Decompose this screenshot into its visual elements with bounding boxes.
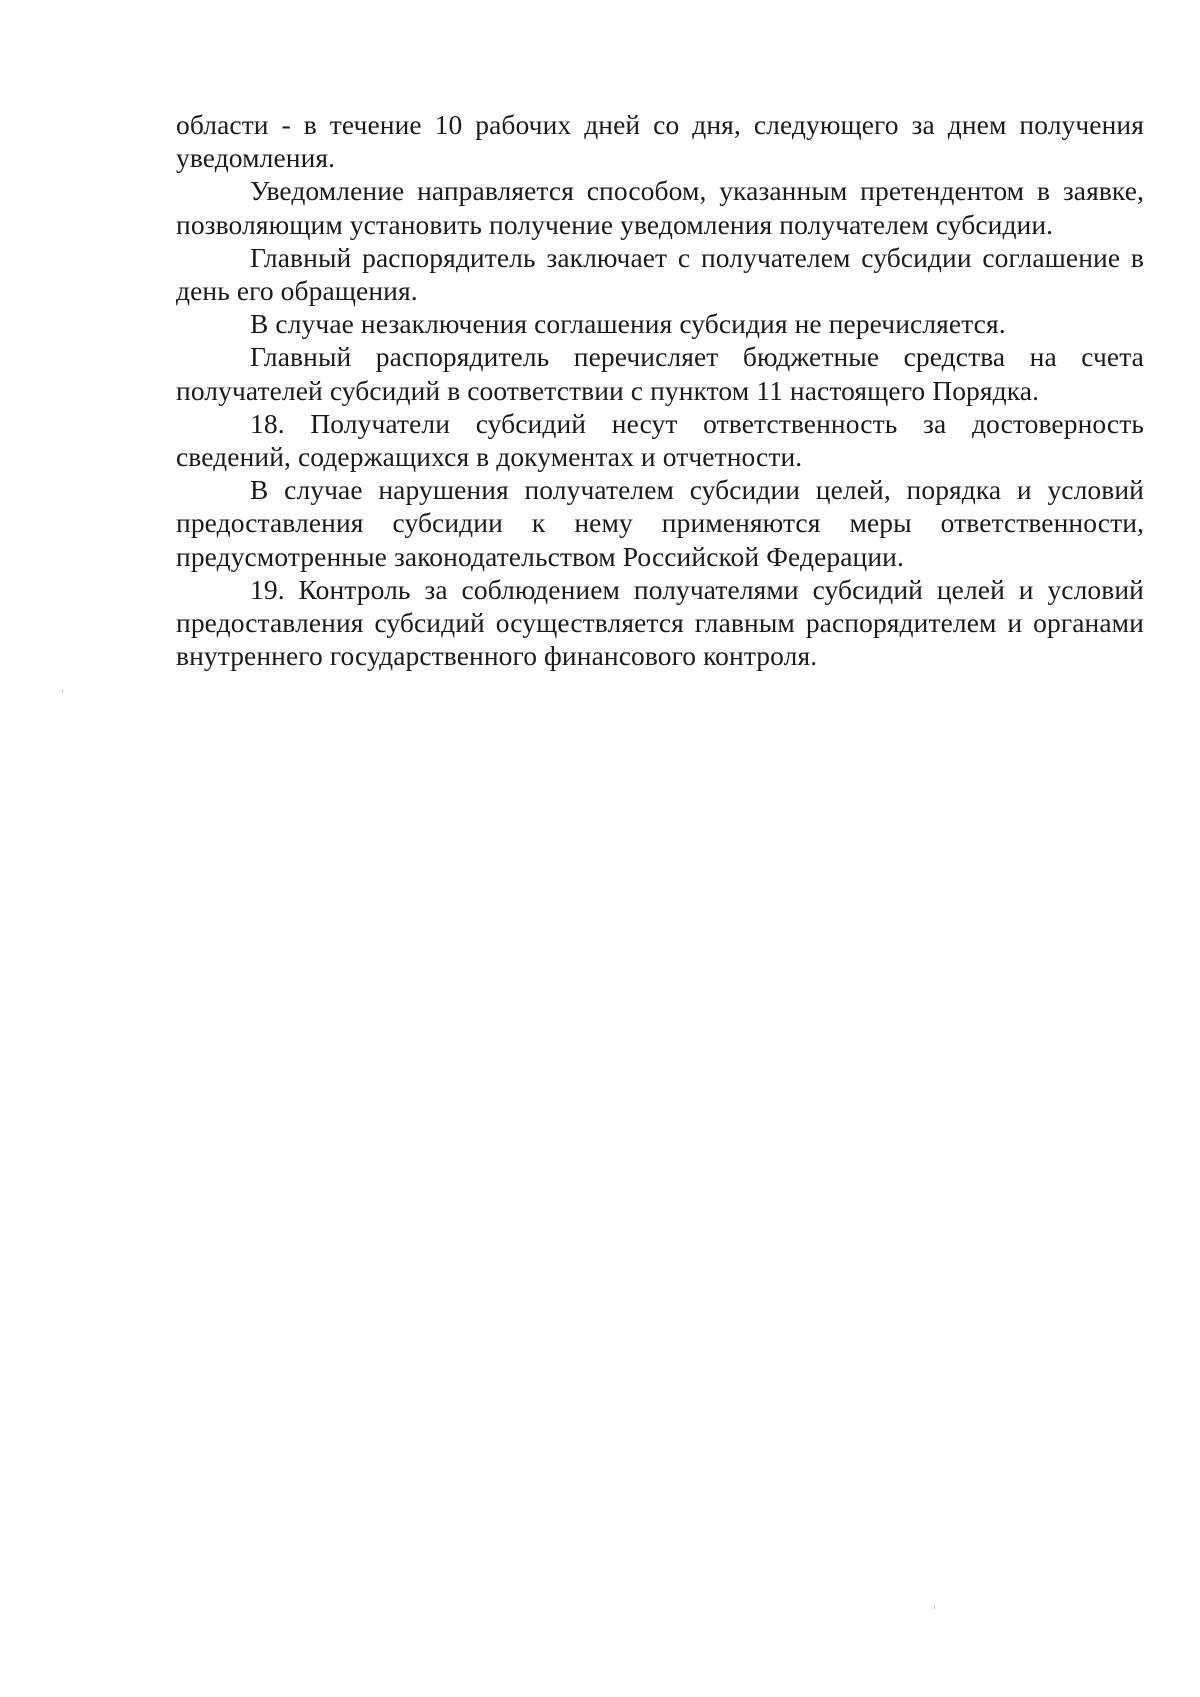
document-body (176, 108, 1144, 672)
paragraph-agreement: Главный распорядитель заключает с получателем субсидии соглашение в день его обращения. (176, 241, 1144, 307)
paragraph-liability: В случае нарушения получателем субсидии целей, порядка и условий предоставления субсидии к нему применяются меры ответственности, предусмотренные законодательством Российской Федерации. (176, 474, 1144, 572)
paragraph-continuation: области - в течение 10 рабочих дней со дня, следующего за днем получения уведомления. (176, 109, 1144, 174)
scan-speck (62, 690, 63, 693)
paragraph-notification-method: Уведомление направляется способом, указанным претендентом в заявке, позволяющим установить получение уведомления получателем субсидии. (176, 175, 1144, 240)
paragraph-item-18: 18. Получатели субсидий несут ответственность за достоверность сведений, содержащихся в документах и отчетности. (176, 407, 1144, 473)
paragraph-transfer-funds: Главный распорядитель перечисляет бюджетные средства на счета получателей субсидий в соответствии с пунктом 11 настоящего Порядка. (176, 341, 1144, 406)
paragraph-item-19: 19. Контроль за соблюдением получателями субсидий целей и условий предоставления субсидий осуществляется главным распорядителем и органами внутреннего государственного финансового контроля. (176, 573, 1144, 672)
scan-speck (934, 1606, 935, 1609)
paragraph-no-agreement: В случае незаключения соглашения субсидия не перечисляется. (250, 308, 1006, 340)
